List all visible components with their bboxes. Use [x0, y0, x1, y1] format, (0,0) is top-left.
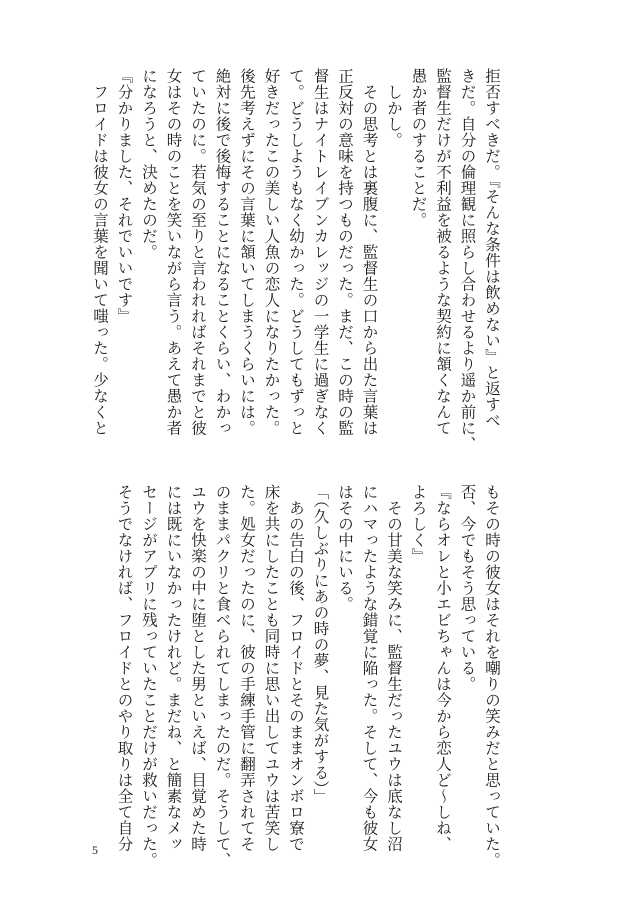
top-text-block	[88, 68, 505, 452]
text-line: には既にいなかったけれど。まだね、と簡素なメッ	[164, 484, 183, 852]
text-line: 『ならオレと小エビちゃんは今から恋人ど～しね、	[434, 484, 452, 852]
text-line: 絶対に後で後悔することになることくらい、わかっ	[213, 68, 232, 436]
text-line: しかし。	[385, 68, 403, 148]
text-line: あの告白の後、フロイドとそのままオンボロ寮で	[287, 484, 305, 852]
text-line: フロイドは彼女の言葉を聞いて嗤った。少なくと	[91, 68, 109, 436]
text-line: 督生はナイトレイブンカレッジの一学生に過ぎなく	[311, 68, 330, 436]
text-line: そうでなければ、フロイドとのやり取りは全て自分	[115, 484, 134, 852]
text-line: もその時の彼女はそれを嘲りの笑みだと思っていた。	[483, 484, 501, 868]
text-line: 拒否すべきだ。『そんな条件は飲めない』と返すべ	[483, 68, 501, 429]
text-line: 愚か者のすることだ。	[409, 68, 428, 228]
text-line: きだ。自分の倫理観に照らし合わせるより遥か前に、	[458, 68, 477, 452]
text-line: にハマったような錯覚に陥った。そして、今も彼女	[360, 484, 379, 852]
text-line: た。処女だったのに、彼の手練手管に翻弄されてそ	[238, 484, 256, 852]
text-line: 好きだったこの美しい人魚の恋人になりたかった。	[262, 68, 281, 436]
text-line: よろしく』	[409, 484, 428, 564]
text-line: 『分かりました、それでいいです』	[115, 68, 134, 324]
text-line: ユウを快楽の中に堕とした男といえば、目覚めた時	[189, 484, 207, 852]
text-line: その甘美な笑みに、監督生だったユウは底なし沼	[385, 484, 403, 852]
text-line: のままパクリと食べられてしまったのだ。そうして、	[213, 484, 232, 868]
text-line: 「（久しぶりにあの時の夢、見た気がする）」	[311, 484, 330, 805]
text-line: セージがアプリに残っていたことだけが救いだった。	[140, 484, 158, 868]
text-line: 監督生だけが不利益を被るような契約に頷くなんて	[434, 68, 452, 436]
text-line: 女はその時のことを笑いながら言う。あえて愚か者	[164, 68, 183, 436]
text-line: て。どうしようもなく幼かった。どうしてもずっと	[287, 68, 305, 436]
page-number: 5	[92, 843, 98, 857]
text-line: はその中にいる。	[336, 484, 354, 612]
bottom-text-block	[112, 484, 504, 868]
text-line: 正反対の意味を持つものだった。まだ、この時の監	[336, 68, 354, 436]
text-line: 床を共にしたことも同時に思い出してユウは苦笑し	[262, 484, 281, 852]
text-line: ていたのに。若気の至りと言われればそれまでと彼	[189, 68, 207, 436]
text-line: その思考とは裏腹に、監督生の口から出た言葉は	[360, 68, 379, 436]
text-line: 否、今でもそう思っている。	[458, 484, 477, 692]
text-line: 後先考えずにその言葉に頷いてしまうくらいには。	[238, 68, 256, 436]
text-line: になろうと、決めたのだ。	[140, 68, 158, 260]
